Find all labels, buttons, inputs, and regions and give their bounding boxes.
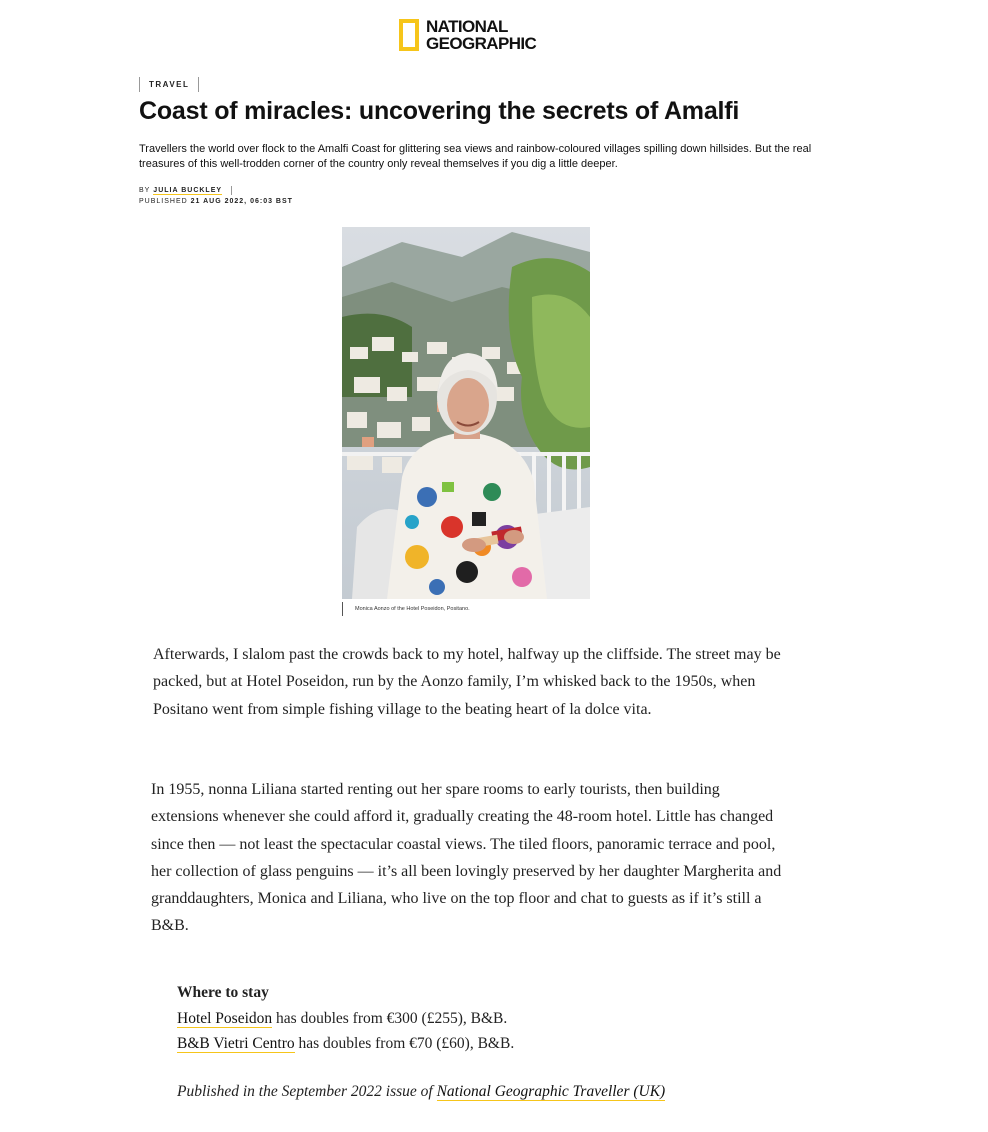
magazine-link[interactable]: National Geographic Traveller (UK)	[436, 1083, 666, 1100]
published-label: PUBLISHED	[139, 198, 188, 205]
divider	[342, 602, 343, 616]
yellow-border-icon	[399, 19, 419, 51]
byline	[139, 185, 293, 207]
page-title: Coast of miracles: uncovering the secrets of Amalfi	[139, 97, 740, 125]
section-name: TRAVEL	[149, 79, 190, 89]
article-dek: Travellers the world over flock to the Amalfi Coast for glittering sea views and rainbow-coloured villages spilling down hillsides. But the real treasures of this well-trodden corner of the country only reveal themselves if you dig a little deeper.	[139, 143, 812, 170]
author-line	[139, 185, 293, 196]
where-to-stay-box	[177, 980, 777, 1057]
national-geographic-logo[interactable]	[399, 15, 539, 55]
publication-note	[177, 1079, 665, 1104]
list-item	[177, 1031, 777, 1057]
byline-prefix: BY	[139, 187, 151, 194]
logo-wordmark	[426, 18, 536, 52]
list-item	[177, 1006, 777, 1032]
hotel-detail: has doubles from €70 (£60), B&B.	[294, 1035, 515, 1052]
body-paragraph-2: In 1955, nonna Liliana started renting out her spare rooms to early tourists, then building extensions whenever she could afford it, gradually creating the 48-room hotel. Little has changed since then — not least the spectacular coastal views. The tiled floors, panoramic terrace and pool, her collection of glass penguins — it’s all been lovingly preserved by her daughter Margherita and granddaughters, Monica and Liliana, who live on the top floor and chat to guests as if it’s still a B&B.	[151, 781, 782, 935]
caption-text: Monica Aonzo of the Hotel Poseidon, Positano.	[355, 606, 470, 612]
published-date: 21 AUG 2022, 06:03 BST	[190, 198, 293, 205]
author-link[interactable]: JULIA BUCKLEY	[153, 187, 222, 194]
published-line	[139, 196, 293, 207]
photo-caption	[342, 602, 470, 616]
hotel-detail: has doubles from €300 (£255), B&B.	[272, 1009, 508, 1027]
published-in-text: Published in the September 2022 issue of	[177, 1083, 437, 1100]
section-label[interactable]	[139, 76, 199, 92]
body-paragraph-1: Afterwards, I slalom past the crowds back to my hotel, halfway up the cliffside. The street may be packed, but at Hotel Poseidon, run by the Aonzo family, I’m whisked back to the 1950s, when Positano went from simple fishing village to the beating heart of la dolce vita.	[153, 646, 781, 718]
bb-vietri-centro-link[interactable]: B&B Vietri Centro	[177, 1035, 295, 1052]
article-photo	[342, 227, 590, 599]
logo-line-2: GEOGRAPHIC	[426, 34, 537, 53]
portrait-image	[342, 227, 590, 599]
divider	[198, 77, 199, 92]
logo-line-1: NATIONAL	[426, 17, 508, 36]
where-to-stay-title: Where to stay	[177, 984, 269, 1001]
hotel-poseidon-link[interactable]: Hotel Poseidon	[177, 1009, 273, 1027]
divider	[231, 186, 232, 195]
